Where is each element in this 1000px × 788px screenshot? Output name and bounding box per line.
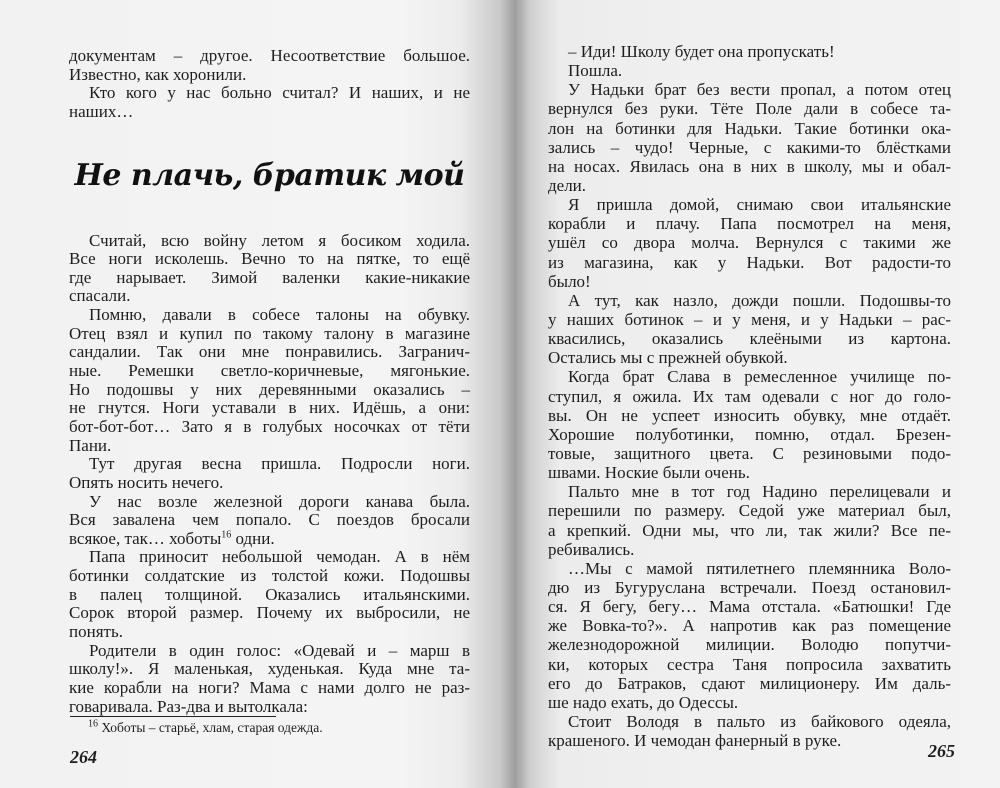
- text-line: где нарывает. Зимой валенки какие-никакие: [69, 267, 470, 287]
- text-line: наших…: [69, 101, 134, 121]
- text-line: Все ноги исколешь. Вечно то на пятке, то ещё: [69, 249, 470, 269]
- text-line: Отец взял и купил по такому талону в магазине: [69, 323, 470, 343]
- text-line: дю из Бугуруслана встречали. Поезд остановил-: [548, 577, 951, 597]
- text-line: школу!». Я маленькая, худенькая. Куда мне та-: [69, 659, 470, 679]
- text-line: Считай, всю войну летом я босиком ходила.: [89, 230, 470, 250]
- text-line: крашеного. И чемодан фанерный в руке.: [548, 731, 842, 751]
- chapter-title: Не плачь, братик мой: [74, 158, 465, 194]
- text-line: Известно, как хоронили.: [69, 64, 247, 84]
- text-line: ки, которых сестра Таня попросила захватить: [548, 654, 951, 674]
- text-line: из магазина, как у Надьки. Вот радости-то: [548, 252, 951, 272]
- text-line: ся. Я бегу, бегу… Мама отстала. «Батюшки! Где: [548, 597, 951, 617]
- text-line: ше надо ехать, до Одессы.: [548, 692, 739, 712]
- text-line: [69, 530, 470, 549]
- text-line: Сорок второй размер. Почему их выбросили, не: [69, 603, 470, 623]
- text-line: Опять носить нечего.: [69, 472, 224, 492]
- text-line: спасали.: [69, 286, 131, 306]
- text-line: на носах. Явилась она в них в школу, мы и обал-: [548, 156, 951, 176]
- text-line: в палец толщиной. Оказались итальянскими.: [69, 584, 470, 604]
- text-line: ботинки солдатские из толстой кожи. Подошвы: [69, 566, 470, 586]
- text-line: Тут другая весна пришла. Подросли ноги.: [89, 454, 470, 474]
- text-line: А тут, как назло, дожди пошли. Подошвы-то: [568, 290, 951, 310]
- text-line: говаривала. Раз-два и вытолкала:: [69, 696, 308, 716]
- text-line: Хорошие полуботинки, помню, отдал. Брезен-: [548, 424, 951, 444]
- text-line: же Вовка-то?». А напротив как раз помещение: [548, 616, 951, 636]
- text-line: квасились, оказались клеёными из картона.: [548, 329, 951, 349]
- text-line: У Надьки брат без вести пропал, а потом отец: [568, 80, 951, 100]
- text-line: вы. Он не успеет износить обувку, мне отдаёт.: [548, 405, 951, 425]
- text-line: Родители в один голос: «Одевай и – марш в: [89, 640, 470, 660]
- text-line: бот-бот-бот… Зато я в голубых носочках от тёти: [69, 416, 470, 436]
- text-line: Пальто мне в тот год Надино перелицевали и: [568, 482, 951, 502]
- text-line: дели.: [548, 175, 587, 195]
- text-line: было!: [548, 271, 591, 291]
- text-line: понять.: [69, 622, 123, 642]
- text-line: Папа приносит небольшой чемодан. А в нём: [89, 547, 470, 567]
- text-line: его до Батраков, сдают милиционеру. Им даль-: [548, 673, 951, 693]
- text-line: ушёл со двора молча. Вернулся с такими же: [548, 233, 951, 253]
- left-page-text: [69, 47, 470, 716]
- text-line: Когда брат Слава в ремесленное училище по-: [568, 367, 951, 387]
- text-line: …Мы с мамой пятилетнего племянника Воло-: [568, 558, 951, 578]
- text-line: Кто кого у нас больно считал? И наших, и не: [89, 83, 470, 103]
- text-line: у наших ботинок – и у меня, и у Надьки – рас-: [548, 309, 951, 329]
- text-line: документам – другое. Несоответствие большое.: [69, 46, 470, 65]
- text-line: вернулся без руки. Тёте Поле дали в собесе та-: [548, 99, 951, 119]
- text-line: зались – чудо! Черные, с какими-то блёстками: [548, 137, 951, 157]
- text-line: Пани.: [69, 435, 112, 455]
- footnote-reference: 16: [221, 529, 232, 541]
- text-line: Вся завалена чем попало. С поездов бросали: [69, 510, 470, 530]
- page-number-right: 265: [928, 741, 955, 761]
- text-line: У нас возле железной дороги канава была.: [89, 491, 470, 511]
- text-line: ребивались.: [548, 539, 635, 559]
- text-line: корабли и плачу. Папа посмотрел на меня,: [548, 214, 951, 234]
- right-page-text: [548, 42, 951, 750]
- text-line: не гнутся. Ноги уставали в них. Идёшь, а они:: [69, 398, 470, 418]
- footnote-text: Хоботы – старьё, хлам, старая одежда.: [98, 720, 323, 735]
- text-line: Но подошвы у них деревянными оказались –: [69, 379, 470, 399]
- text-line: товые, защитного цвета. С резиновыми подо-: [548, 443, 951, 463]
- text-line: лон на ботинки для Надьки. Такие ботинки ока-: [548, 118, 951, 138]
- text-line: перешили по размеру. Седой уже материал был,: [548, 501, 951, 521]
- text-line: сандалии. Так они мне понравились. Загранич-: [69, 342, 470, 362]
- text-line: – Иди! Школу будет она пропускать!: [568, 42, 835, 61]
- page-number-left: 264: [70, 747, 97, 767]
- text-line: кие корабли на ноги? Мама с нами долго не раз-: [69, 677, 470, 697]
- footnote-divider: [70, 716, 276, 717]
- text-fragment: одни.: [231, 528, 275, 548]
- text-line: а крепкий. Одни мы, что ли, так жили? Все пе-: [548, 520, 951, 540]
- text-line: швами. Ноские были очень.: [548, 463, 750, 483]
- text-line: Стоит Володя в пальто из байкового одеяла,: [568, 711, 951, 731]
- text-line: ные. Ремешки светло-коричневые, мягонькие.: [69, 361, 470, 381]
- text-line: Помню, давали в собесе талоны на обувку.: [89, 305, 470, 325]
- footnote: [88, 720, 323, 736]
- text-line: железнодорожной милиции. Володю попутчи-: [548, 635, 951, 655]
- text-line: Пошла.: [568, 61, 623, 81]
- footnote-number: 16: [88, 718, 98, 730]
- text-line: ступил, я ожила. Их там одевали с ног до голо-: [548, 386, 951, 406]
- text-line: Я пришла домой, снимаю свои итальянские: [568, 195, 951, 215]
- text-fragment: всякое, так… хоботы: [69, 528, 222, 548]
- text-line: Остались мы с прежней обувкой.: [548, 348, 788, 368]
